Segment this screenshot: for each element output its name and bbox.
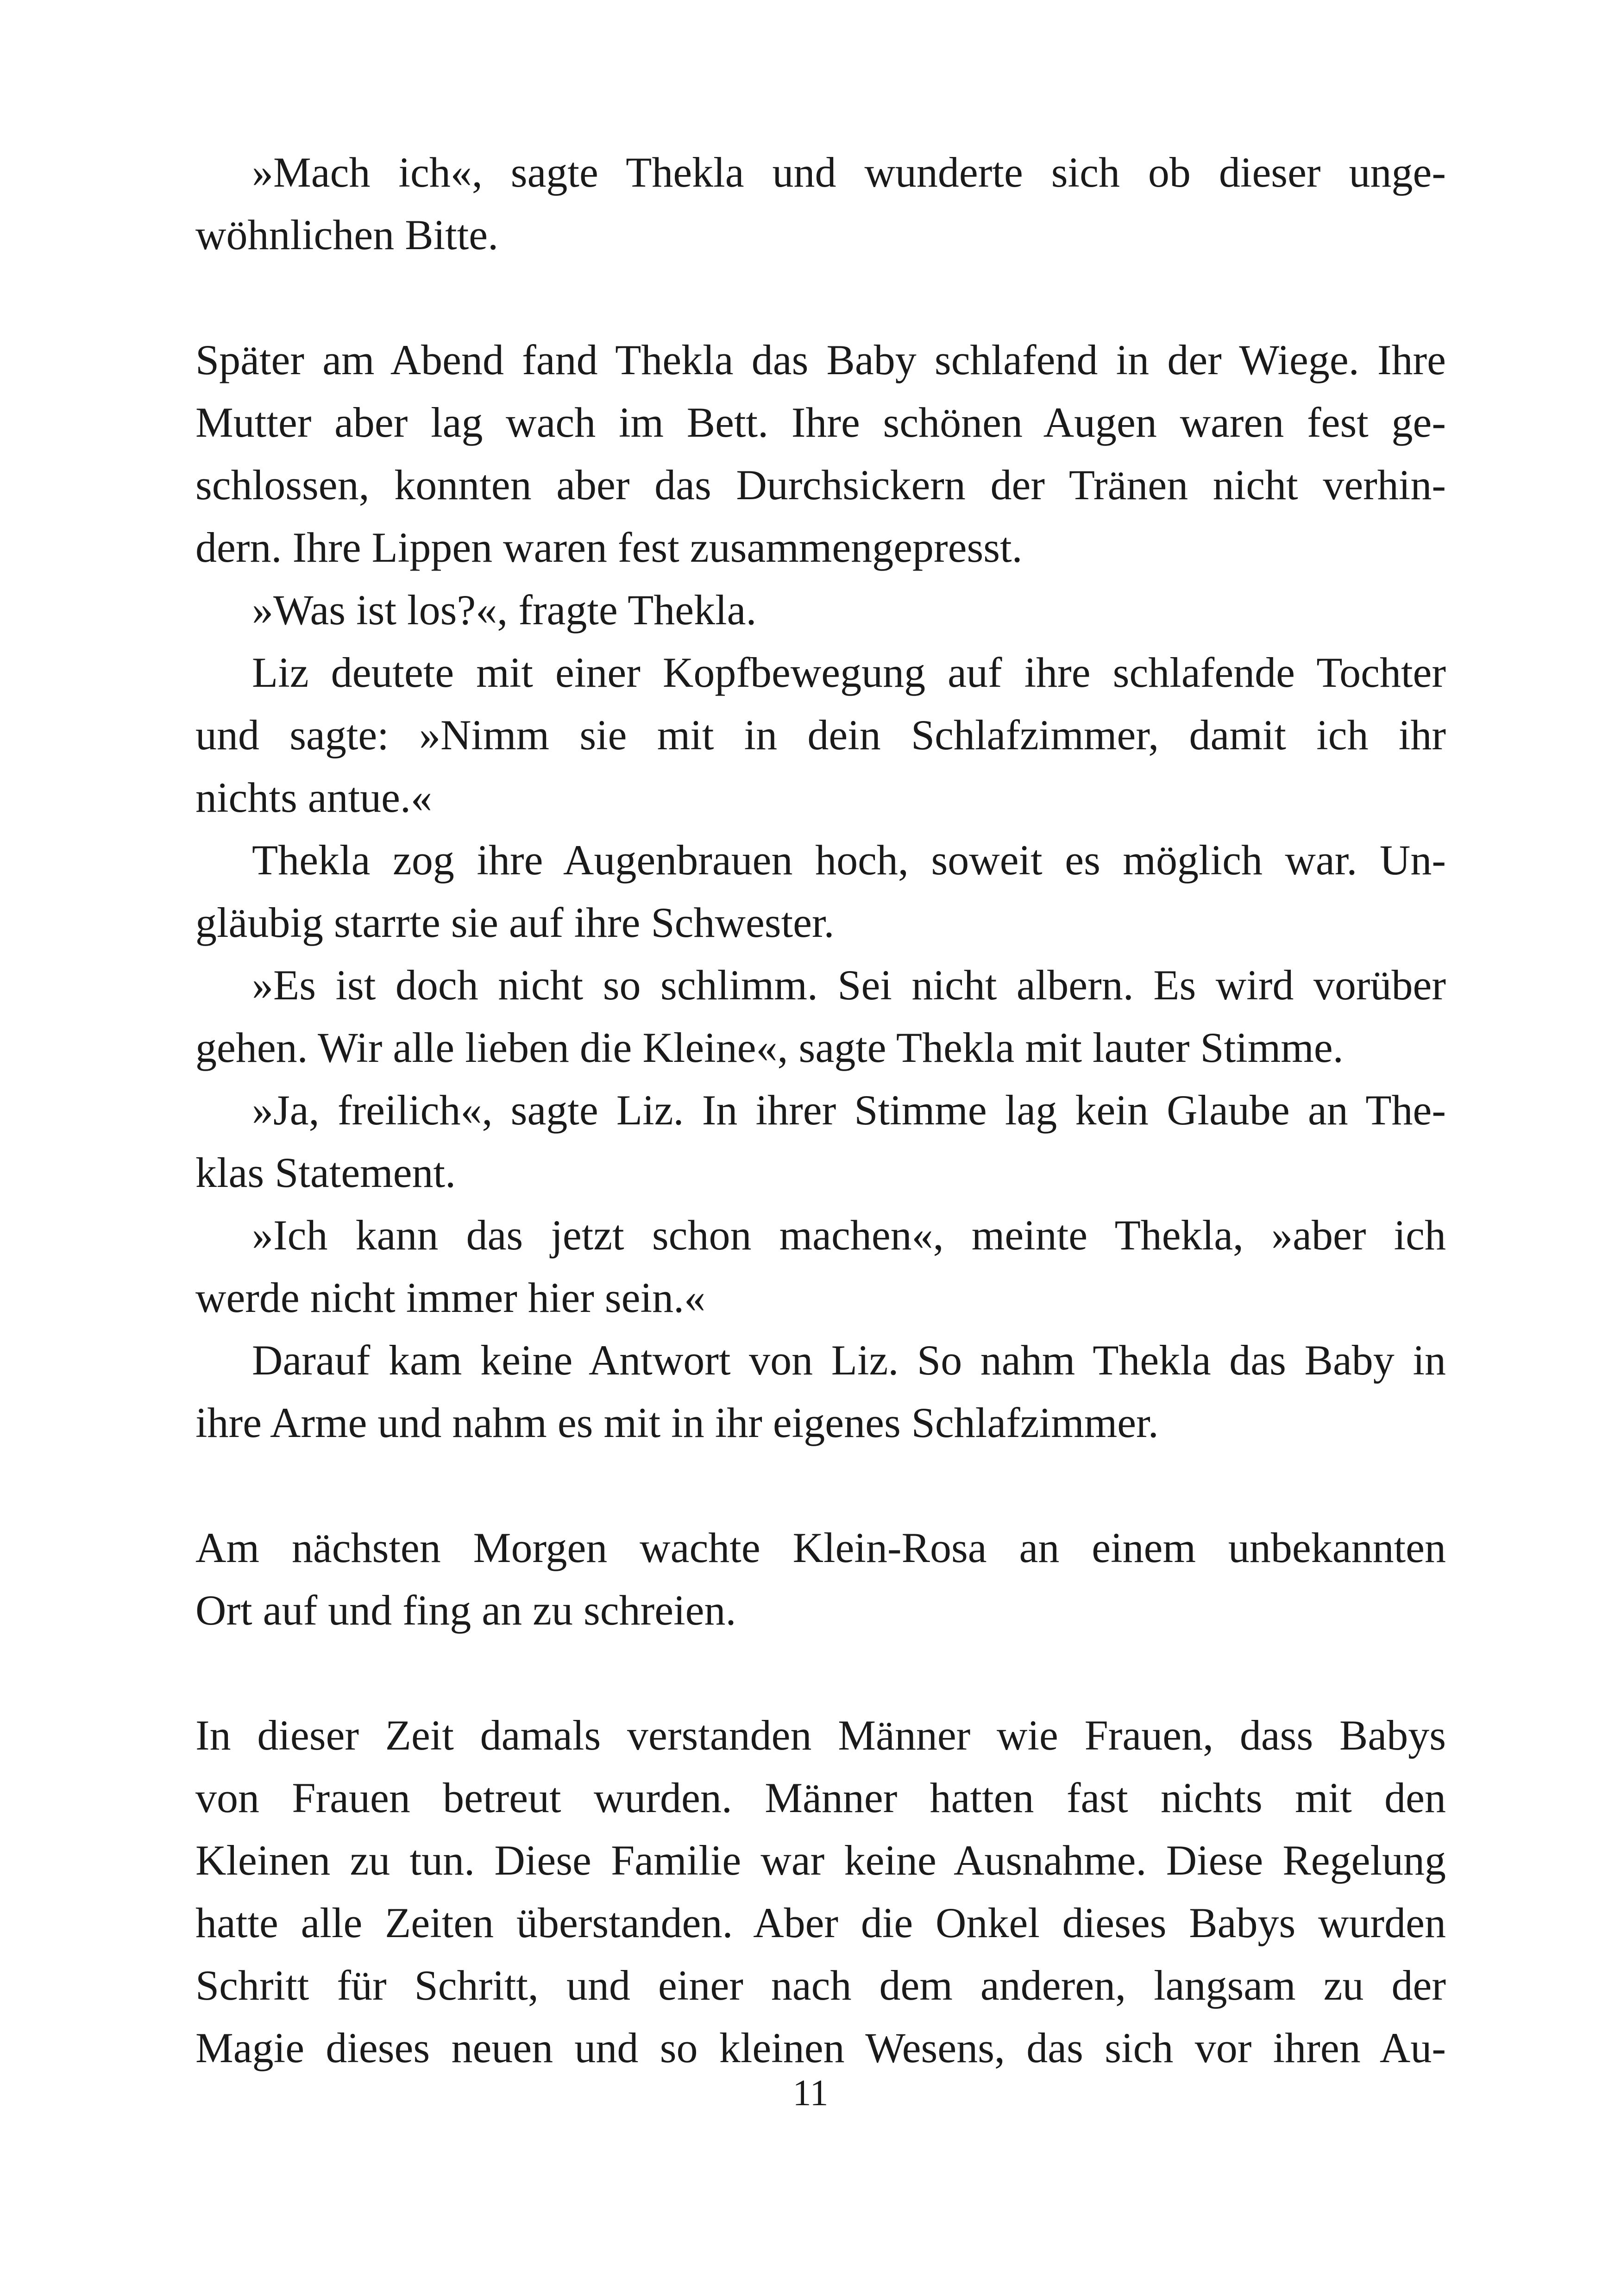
text-line: nichts antue.« [195,774,432,821]
text-line: Später am Abend fand Thekla das Baby schlafend in der Wiege. Ihre [195,336,1446,383]
text-line: »Was ist los?«, fragte Thekla. [252,586,757,634]
text-line: »Ja, freilich«, sagte Liz. In ihrer Stimme lag kein Glaube an The- [252,1086,1446,1134]
text-line: Schritt für Schritt, und einer nach dem anderen, langsam zu der [195,1962,1446,2009]
page-number: 11 [792,2073,829,2114]
text-line: »Es ist doch nicht so schlimm. Sei nicht albern. Es wird vorüber [252,961,1446,1009]
text-line: Ort auf und fing an zu schreien. [195,1587,736,1634]
text-line: Magie dieses neuen und so kleinen Wesens, das sich vor ihren Au- [195,2024,1446,2071]
text-line: Darauf kam keine Antwort von Liz. So nahm Thekla das Baby in [252,1336,1446,1384]
paragraph-gap [195,266,1446,329]
text-line: »Mach ich«, sagte Thekla und wunderte sich ob dieser unge- [252,149,1446,196]
text-line: gläubig starrte sie auf ihre Schwester. [195,899,835,946]
text-line: hatte alle Zeiten überstanden. Aber die Onkel dieses Babys wurden [195,1899,1446,1946]
text-line: Mutter aber lag wach im Bett. Ihre schönen Augen waren fest ge- [195,399,1446,446]
text-line: ihre Arme und nahm es mit in ihr eigenes Schlafzimmer. [195,1399,1159,1446]
text-line: schlossen, konnten aber das Durchsickern der Tränen nicht verhin- [195,461,1446,508]
text-line: wöhnlichen Bitte. [195,211,499,258]
text-line: Am nächsten Morgen wachte Klein-Rosa an einem unbekannten [195,1524,1446,1571]
text-line: gehen. Wir alle lieben die Kleine«, sagte Thekla mit lauter Stimme. [195,1024,1344,1071]
text-line: klas Statement. [195,1149,456,1196]
paragraph-gap [195,1642,1446,1704]
text-line: »Ich kann das jetzt schon machen«, meinte Thekla, »aber ich [252,1211,1446,1259]
text-line: dern. Ihre Lippen waren fest zusammengepresst. [195,524,1023,571]
text-line: von Frauen betreut wurden. Männer hatten fast nichts mit den [195,1774,1446,1821]
paragraph-gap [195,1454,1446,1517]
text-line: Kleinen zu tun. Diese Familie war keine Ausnahme. Diese Regelung [195,1837,1446,1884]
body-text [195,141,1446,2079]
text-line: Liz deutete mit einer Kopfbewegung auf ihre schlafende Tochter [252,649,1446,696]
text-line: werde nicht immer hier sein.« [195,1274,706,1321]
text-line: Thekla zog ihre Augenbrauen hoch, soweit es möglich war. Un- [252,836,1446,884]
text-line: und sagte: »Nimm sie mit in dein Schlafzimmer, damit ich ihr [195,711,1446,759]
text-line: In dieser Zeit damals verstanden Männer wie Frauen, dass Babys [195,1712,1446,1759]
